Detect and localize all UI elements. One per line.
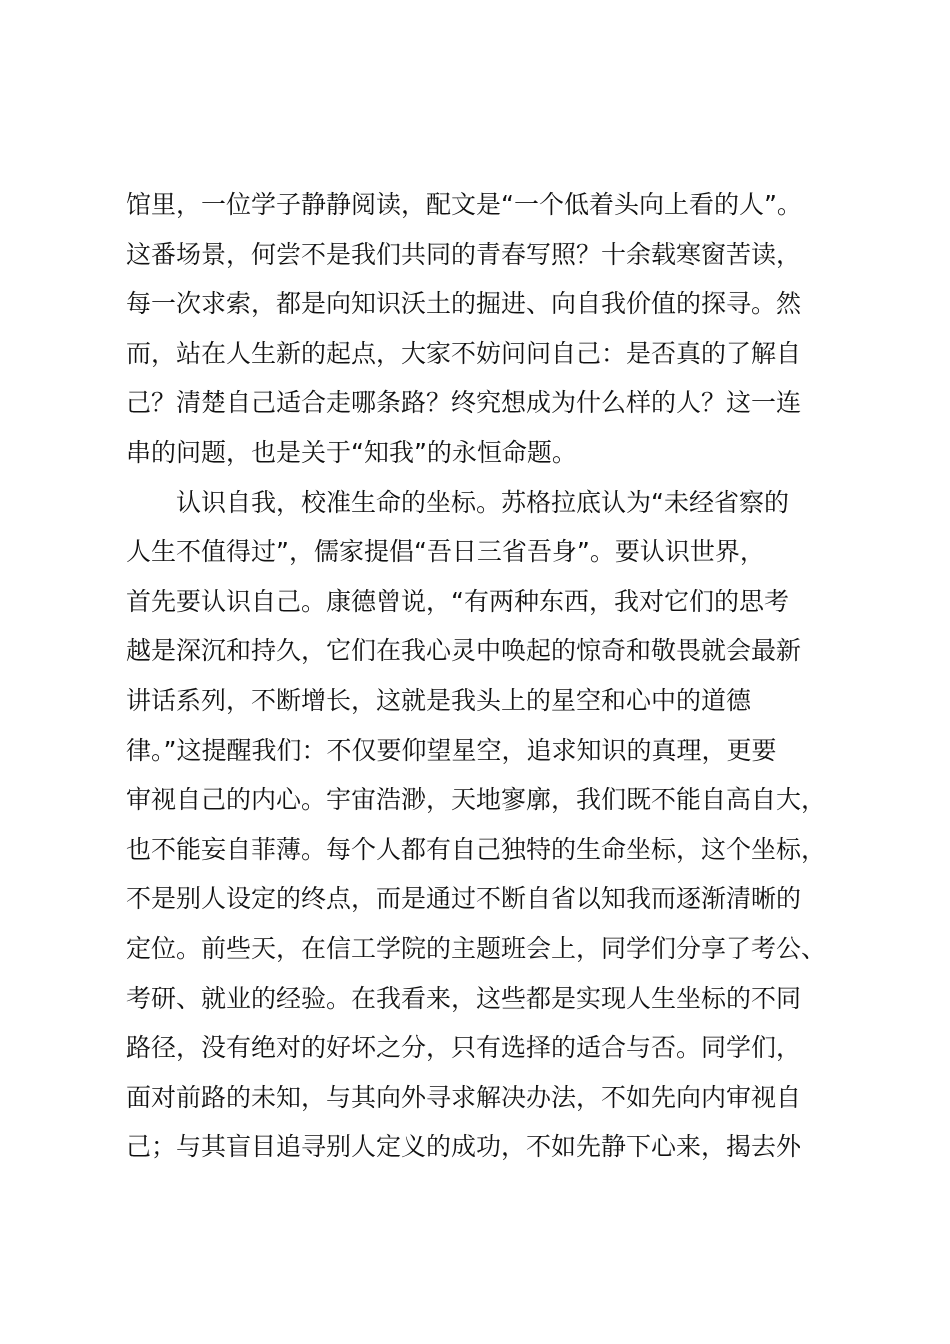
text-line: 路径，没有绝对的好坏之分，只有选择的适合与否。同学们， (126, 1033, 802, 1063)
text-line: 也不能妄自菲薄。每个人都有自己独特的生命坐标，这个坐标， (126, 834, 827, 864)
text-line: 越是深沉和持久，它们在我心灵中唤起的惊奇和敬畏就会最新 (126, 636, 802, 666)
text-line: 每一次求索，都是向知识沃土的掘进、向自我价值的探寻。然 (126, 289, 802, 319)
text-line: 考研、就业的经验。在我看来，这些都是实现人生坐标的不同 (126, 983, 802, 1013)
text-line: 而，站在人生新的起点，大家不妨问问自己：是否真的了解自 (126, 338, 802, 368)
text-line: 这番场景，何尝不是我们共同的青春写照？十余载寒窗苦读， (126, 239, 802, 269)
text-line: 律。”这提醒我们：不仅要仰望星空，追求知识的真理，更要 (126, 735, 777, 765)
text-line: 定位。前些天，在信工学院的主题班会上，同学们分享了考公、 (126, 933, 827, 963)
text-line: 讲话系列，不断增长，这就是我头上的星空和心中的道德 (126, 685, 752, 715)
text-line: 串的问题，也是关于“知我”的永恒命题。 (126, 437, 577, 467)
paragraph-start-line: 认识自我，校准生命的坐标。苏格拉底认为“未经省察的 (176, 487, 789, 517)
text-line: 己；与其盲目追寻别人定义的成功，不如先静下心来，揭去外 (126, 1132, 802, 1162)
text-line: 首先要认识自己。康德曾说，“有两种东西，我对它们的思考 (126, 586, 789, 616)
text-line: 己？清楚自己适合走哪条路？终究想成为什么样的人？这一连 (126, 388, 802, 418)
text-line: 不是别人设定的终点，而是通过不断自省以知我而逐渐清晰的 (126, 884, 802, 914)
text-line: 馆里，一位学子静静阅读，配文是“一个低着头向上看的人”。 (126, 190, 802, 219)
text-line: 人生不值得过”，儒家提倡“吾日三省吾身”。要认识世界， (126, 537, 765, 567)
body-text (126, 180, 846, 1172)
text-line: 审视自己的内心。宇宙浩渺，天地寥廓，我们既不能自高自大， (126, 785, 827, 815)
text-line: 面对前路的未知，与其向外寻求解决办法，不如先向内审视自 (126, 1082, 802, 1112)
